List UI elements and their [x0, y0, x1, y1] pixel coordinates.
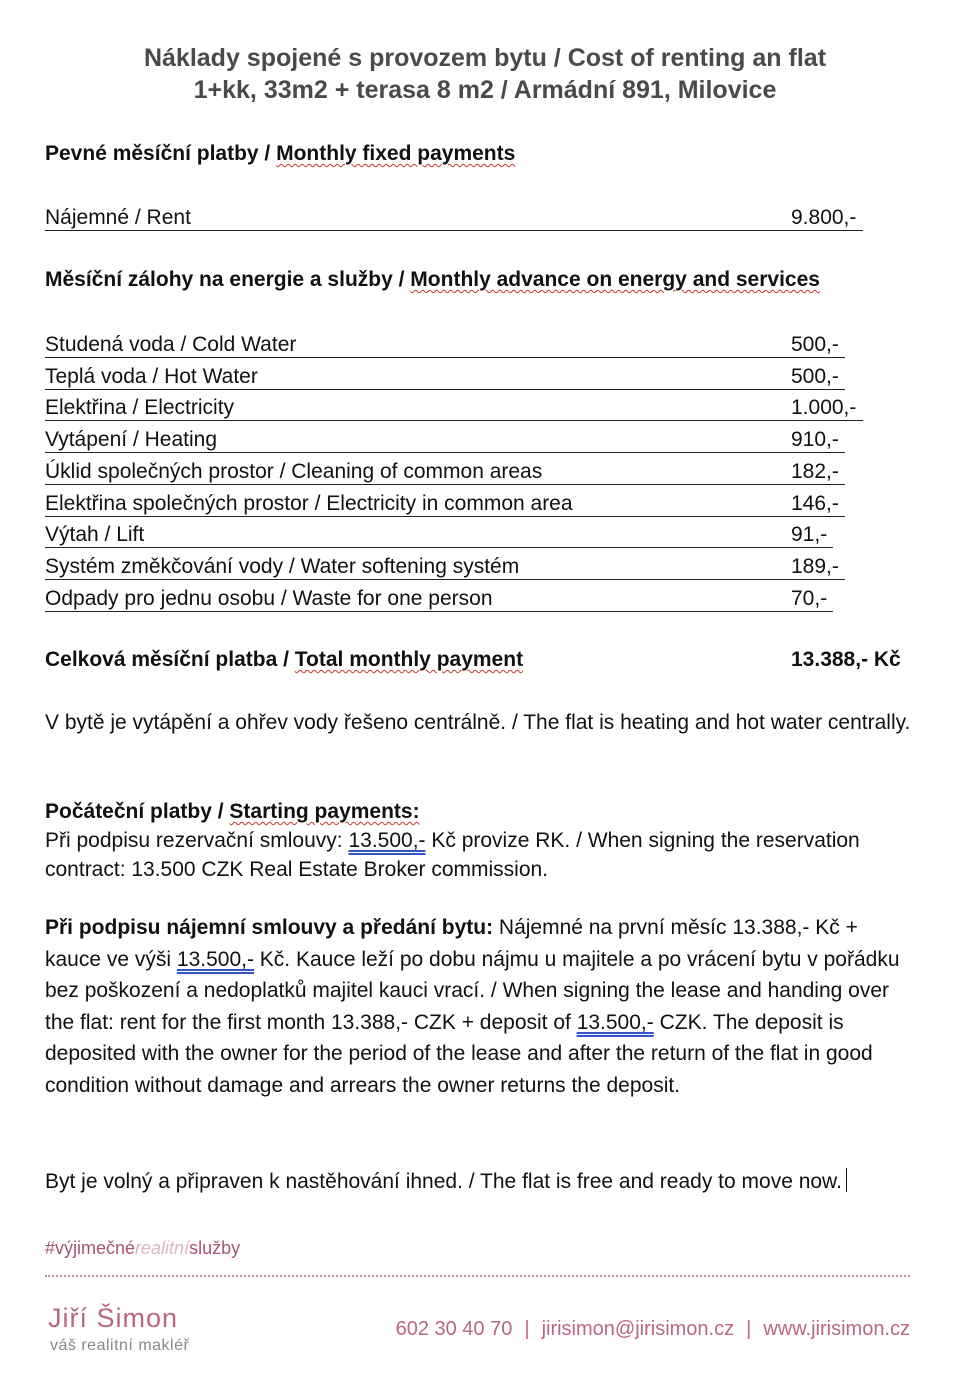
row-label: Systém změkčování vody / Water softening systém	[45, 555, 520, 578]
row-value: 70,-	[791, 587, 828, 610]
lease-text-c: CZK. The deposit is deposited with the owner for the period of the lease and after the return of the flat in good condition without damage and arrears the owner returns the deposit.	[45, 1010, 873, 1097]
starting-amount: 13.500,-	[348, 829, 426, 852]
total-value: 13.388,- Kč	[791, 648, 901, 671]
availability-text: Byt je volný a připraven k nastěhování ihned. / The flat is free and ready to move now.	[45, 1170, 842, 1193]
hashtag-part-c: služby	[189, 1238, 241, 1258]
total-row	[45, 648, 915, 672]
lease-text-b: Kč. Kauce leží po dobu nájmu u majitele a po vrácení bytu v pořádku bez poškození a nedoplatků majitel kauci vrací. / When signing the lease and handing over the flat: rent for the first month 13.388,- CZK + deposit of	[45, 947, 900, 1034]
contact-info	[396, 1318, 910, 1341]
row-label: Elektřina společných prostor / Electricity in common area	[45, 492, 573, 515]
advance-row	[45, 330, 845, 358]
availability-paragraph[interactable]	[45, 1166, 915, 1198]
advance-row	[45, 362, 845, 390]
advance-payments-heading	[45, 268, 820, 292]
hashtag	[45, 1238, 240, 1259]
fixed-heading-cz: Pevné měsíční platby /	[45, 142, 277, 165]
text-cursor	[846, 1168, 847, 1192]
hashtag-part-a: #výjimečné	[45, 1238, 136, 1258]
starting-heading-cz: Počáteční platby /	[45, 800, 230, 823]
row-label: Výtah / Lift	[45, 523, 145, 546]
row-label: Úklid společných prostor / Cleaning of common areas	[45, 460, 543, 483]
fixed-heading-en: Monthly fixed payments	[276, 142, 516, 165]
phone-number[interactable]: 602 30 40 70	[395, 1318, 513, 1340]
row-value: 189,-	[791, 555, 839, 578]
advance-row	[45, 425, 845, 453]
website-link[interactable]: www.jirisimon.cz	[763, 1318, 910, 1340]
title-line-1: Náklady spojené s provozem bytu / Cost of renting an flat	[143, 44, 827, 72]
lease-amount-1: 13.500,-	[176, 947, 254, 971]
row-value: 500,-	[791, 365, 839, 388]
starting-text-a: Při podpisu rezervační smlouvy:	[45, 829, 349, 852]
row-label: Studená voda / Cold Water	[45, 333, 297, 356]
starting-heading-en: Starting payments:	[229, 800, 420, 823]
hashtag-part-b: realitní	[135, 1238, 190, 1258]
starting-payments	[45, 797, 915, 884]
advance-row	[45, 520, 833, 548]
fixed-row-rent	[45, 203, 863, 231]
row-label: Elektřina / Electricity	[45, 396, 235, 419]
row-value: 1.000,-	[791, 396, 857, 419]
advance-row	[45, 393, 863, 421]
advance-row	[45, 489, 845, 517]
lease-text-a: Nájemné na první měsíc 13.388,- Kč + kauce ve výši	[45, 916, 858, 971]
advance-row	[45, 552, 845, 580]
title-line-2: 1+kk, 33m2 + terasa 8 m2 / Armádní 891, Milovice	[193, 76, 777, 104]
starting-text-b: Kč provize RK. / When signing the reservation contract: 13.500 CZK Real Estate Broker commission.	[45, 829, 860, 881]
footer-divider	[45, 1275, 910, 1277]
starting-heading	[45, 800, 420, 823]
row-label: Odpady pro jednu osobu / Waste for one person	[45, 587, 493, 610]
row-label: Vytápení / Heating	[45, 428, 217, 451]
row-label: Nájemné / Rent	[45, 206, 191, 229]
total-label-en: Total monthly payment	[294, 648, 524, 671]
row-label: Teplá voda / Hot Water	[45, 365, 258, 388]
brand-subtitle: váš realitní makléř	[50, 1337, 190, 1354]
lease-amount-2: 13.500,-	[576, 1010, 654, 1034]
row-value: 500,-	[791, 333, 839, 356]
advance-heading-en: Monthly advance on energy and services	[410, 268, 820, 291]
email-link[interactable]: jirisimon@jirisimon.cz	[541, 1318, 735, 1340]
row-value: 146,-	[791, 492, 839, 515]
separator: |	[746, 1318, 752, 1340]
row-value: 182,-	[791, 460, 839, 483]
lease-paragraph	[45, 912, 915, 1101]
document-title	[40, 42, 930, 106]
lease-heading: Při podpisu nájemní smlouvy a předání bytu:	[45, 916, 494, 939]
heating-note: V bytě je vytápění a ohřev vody řešeno centrálně. / The flat is heating and hot water centrally.	[45, 711, 911, 734]
fixed-payments-heading	[45, 142, 515, 166]
advance-row	[45, 457, 845, 485]
advance-heading-cz: Měsíční zálohy na energie a služby /	[45, 268, 411, 291]
brand-name: Jiří Šimon	[48, 1303, 179, 1333]
row-value: 9.800,-	[791, 206, 857, 229]
total-label-cz: Celková měsíční platba /	[45, 648, 295, 671]
advance-row	[45, 584, 833, 612]
row-value: 910,-	[791, 428, 839, 451]
separator: |	[524, 1318, 530, 1340]
row-value: 91,-	[791, 523, 828, 546]
